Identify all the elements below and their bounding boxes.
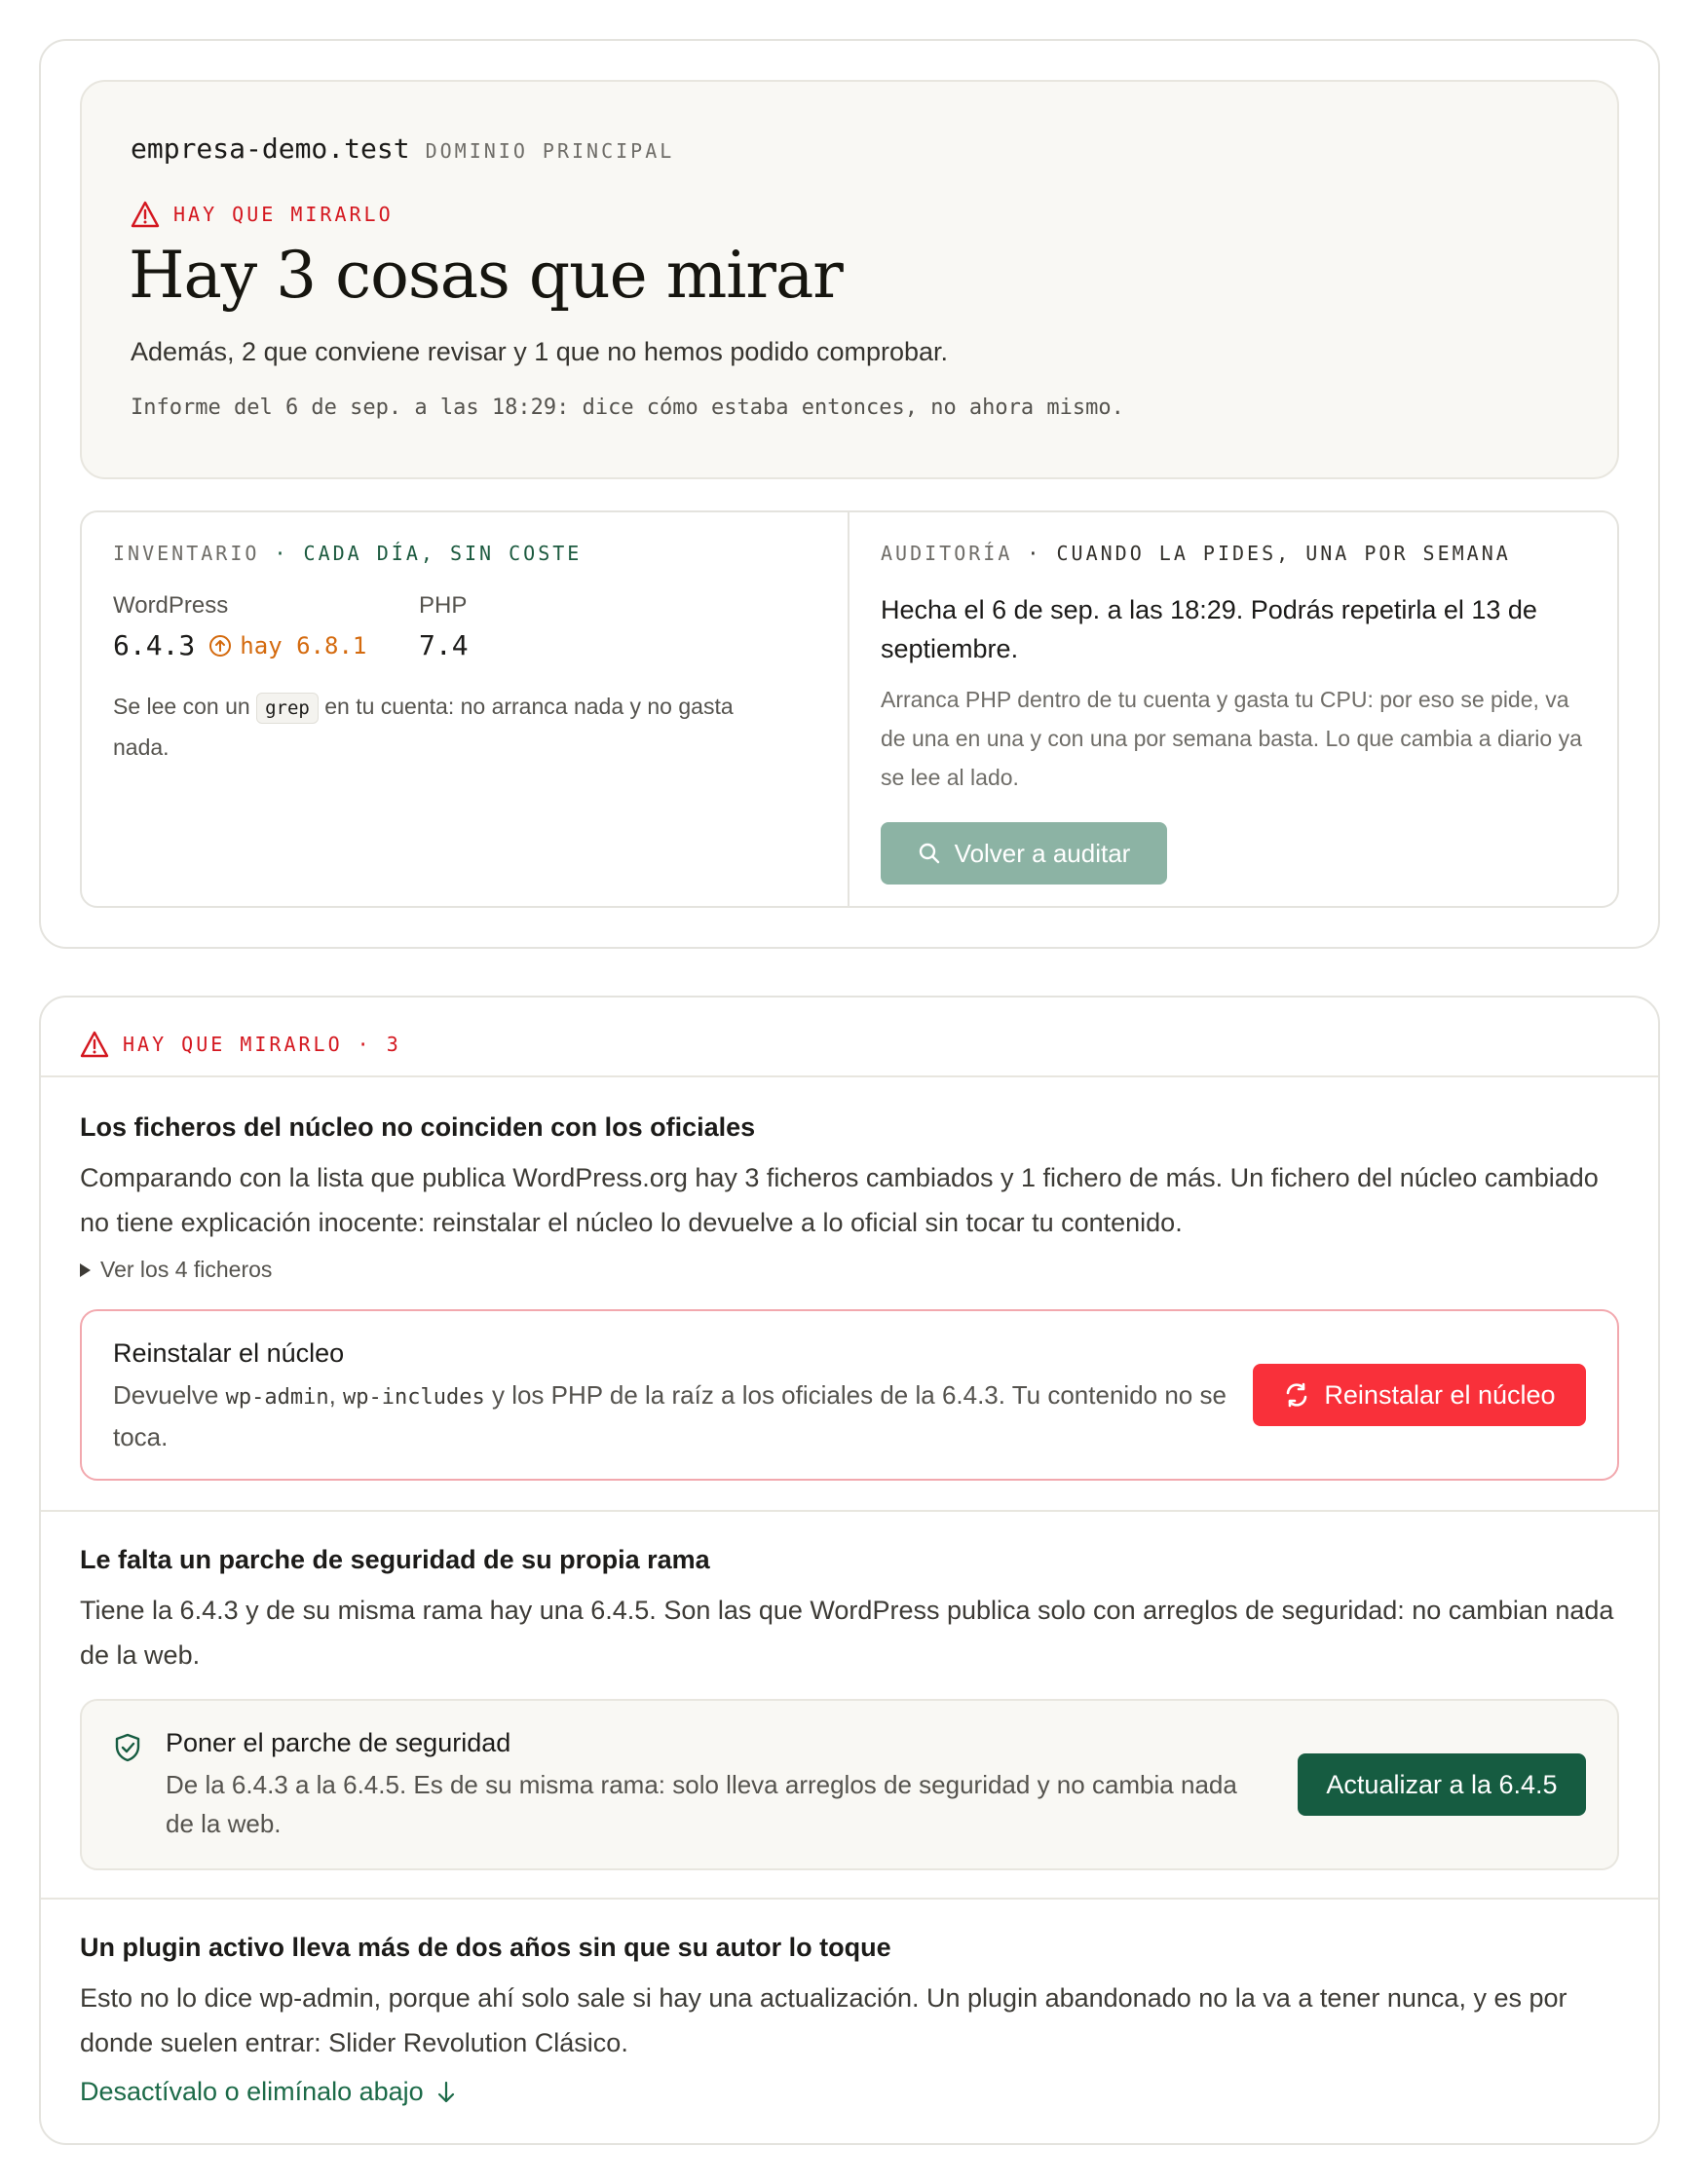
wp-admin-code: wp-admin bbox=[225, 1385, 329, 1410]
refresh-icon bbox=[1283, 1381, 1310, 1409]
inventory-panel bbox=[82, 512, 850, 906]
domain-name: empresa-demo.test bbox=[131, 132, 410, 165]
issue-description: Comparando con la lista que publica WordPress.org hay 3 ficheros cambiados y 1 fichero de más. Un fichero del núcleo cambiado no tiene explicación inocente: reinstalar el núcleo lo devuelve a lo oficial sin tocar tu contenido. bbox=[80, 1163, 1599, 1237]
action-title: Reinstalar el núcleo bbox=[113, 1338, 345, 1368]
grep-code-chip: grep bbox=[256, 693, 319, 724]
domain-tag: DOMINIO PRINCIPAL bbox=[425, 139, 675, 163]
action-description bbox=[113, 1375, 1243, 1456]
domain-row bbox=[131, 132, 674, 165]
php-version bbox=[419, 592, 469, 661]
files-toggle-label: Ver los 4 ficheros bbox=[100, 1257, 273, 1282]
audit-status: Hecha el 6 de sep. a las 18:29. Podrás repetirla el 13 de septiembre. bbox=[881, 595, 1537, 663]
inventory-heading bbox=[113, 542, 582, 565]
wordpress-update-text: hay 6.8.1 bbox=[240, 631, 367, 659]
alert-label: HAY QUE MIRARLO bbox=[173, 203, 394, 226]
page-subtitle: Además, 2 que conviene revisar y 1 que no hemos podido comprobar. bbox=[131, 337, 949, 366]
audit-panel bbox=[850, 512, 1617, 906]
issue-description: Tiene la 6.4.3 y de su misma rama hay una 6.4.5. Son las que WordPress publica solo con arreglos de seguridad: no cambian nada de la web. bbox=[80, 1596, 1614, 1670]
inventory-note-after: en tu cuenta: no arranca nada y no gasta nada. bbox=[113, 694, 734, 760]
audit-heading bbox=[881, 542, 1511, 565]
issues-card bbox=[39, 996, 1660, 2145]
security-patch-action bbox=[80, 1699, 1619, 1870]
issue-title: Le falta un parche de seguridad de su propia rama bbox=[80, 1545, 710, 1574]
warning-triangle-icon bbox=[131, 201, 160, 228]
action-desc-part: y los PHP de la raíz a los oficiales de la 6.4.3. Tu contenido no se toca. bbox=[113, 1380, 1227, 1451]
wordpress-version bbox=[113, 592, 366, 661]
issue-title: Los ficheros del núcleo no coinciden con los oficiales bbox=[80, 1112, 756, 1142]
divider bbox=[41, 1510, 1658, 1512]
reinstall-core-button[interactable] bbox=[1253, 1364, 1586, 1426]
audit-heading-label: AUDITORÍA bbox=[881, 542, 1013, 565]
page-title: Hay 3 cosas que mirar bbox=[129, 238, 843, 313]
inventory-heading-accent: CADA DÍA, SIN COSTE bbox=[303, 542, 583, 565]
deactivate-plugin-link-label: Desactívalo o elimínalo abajo bbox=[80, 2077, 424, 2106]
wordpress-value bbox=[113, 629, 366, 661]
inventory-note-before: Se lee con un bbox=[113, 694, 250, 719]
search-icon bbox=[918, 842, 941, 865]
arrow-down-icon bbox=[435, 2080, 457, 2105]
reinstall-core-button-label: Reinstalar el núcleo bbox=[1324, 1379, 1556, 1410]
action-desc-part: , bbox=[328, 1380, 344, 1410]
divider bbox=[41, 1075, 1658, 1077]
issues-heading bbox=[80, 1031, 401, 1058]
info-panels bbox=[80, 510, 1619, 908]
audit-note: Arranca PHP dentro de tu cuenta y gasta tu CPU: por eso se pide, va de una en una y con una por semana basta. Lo que cambia a diario ya se lee al lado. bbox=[881, 687, 1582, 790]
update-button-label: Actualizar a la 6.4.5 bbox=[1326, 1769, 1558, 1799]
deactivate-plugin-link[interactable] bbox=[80, 2077, 457, 2107]
warning-triangle-icon bbox=[80, 1031, 109, 1058]
wordpress-update-badge bbox=[208, 632, 366, 659]
reinstall-core-action bbox=[80, 1309, 1619, 1481]
issue-title: Un plugin activo lleva más de dos años sin que su autor lo toque bbox=[80, 1933, 891, 1962]
issue-description: Esto no lo dice wp-admin, porque ahí solo sale si hay una actualización. Un plugin abandonado no la va a tener nunca, y es por donde suelen entrar: Slider Revolution Clásico. bbox=[80, 1983, 1567, 2057]
files-toggle[interactable] bbox=[80, 1257, 272, 1283]
inventory-heading-sep: · bbox=[259, 542, 304, 565]
inventory-heading-label: INVENTARIO bbox=[113, 542, 260, 565]
status-hero bbox=[80, 80, 1619, 479]
action-desc-part: Devuelve bbox=[113, 1380, 226, 1410]
site-summary-card bbox=[39, 39, 1660, 949]
audit-heading-sep: · bbox=[1012, 542, 1057, 565]
update-wordpress-button[interactable] bbox=[1298, 1753, 1586, 1816]
re-audit-button-label: Volver a auditar bbox=[954, 838, 1131, 868]
php-label: PHP bbox=[419, 592, 468, 619]
action-title: Poner el parche de seguridad bbox=[166, 1728, 511, 1757]
disclosure-triangle-icon bbox=[80, 1263, 91, 1277]
php-value: 7.4 bbox=[419, 629, 469, 661]
issues-heading-label: HAY QUE MIRARLO · 3 bbox=[123, 1033, 401, 1056]
wp-includes-code: wp-includes bbox=[343, 1385, 485, 1410]
report-note: Informe del 6 de sep. a las 18:29: dice cómo estaba entonces, no ahora mismo. bbox=[131, 395, 1124, 420]
shield-check-icon bbox=[113, 1732, 142, 1763]
inventory-note bbox=[113, 686, 795, 768]
alert-status bbox=[131, 201, 394, 228]
wordpress-label: WordPress bbox=[113, 592, 229, 619]
wordpress-version-number: 6.4.3 bbox=[113, 629, 196, 661]
arrow-up-circle-icon bbox=[208, 634, 232, 658]
audit-heading-accent: CUANDO LA PIDES, UNA POR SEMANA bbox=[1056, 542, 1511, 565]
action-description: De la 6.4.3 a la 6.4.5. Es de su misma rama: solo lleva arreglos de seguridad y no cambia nada de la web. bbox=[166, 1770, 1237, 1838]
divider bbox=[41, 1898, 1658, 1900]
re-audit-button[interactable] bbox=[881, 822, 1167, 885]
